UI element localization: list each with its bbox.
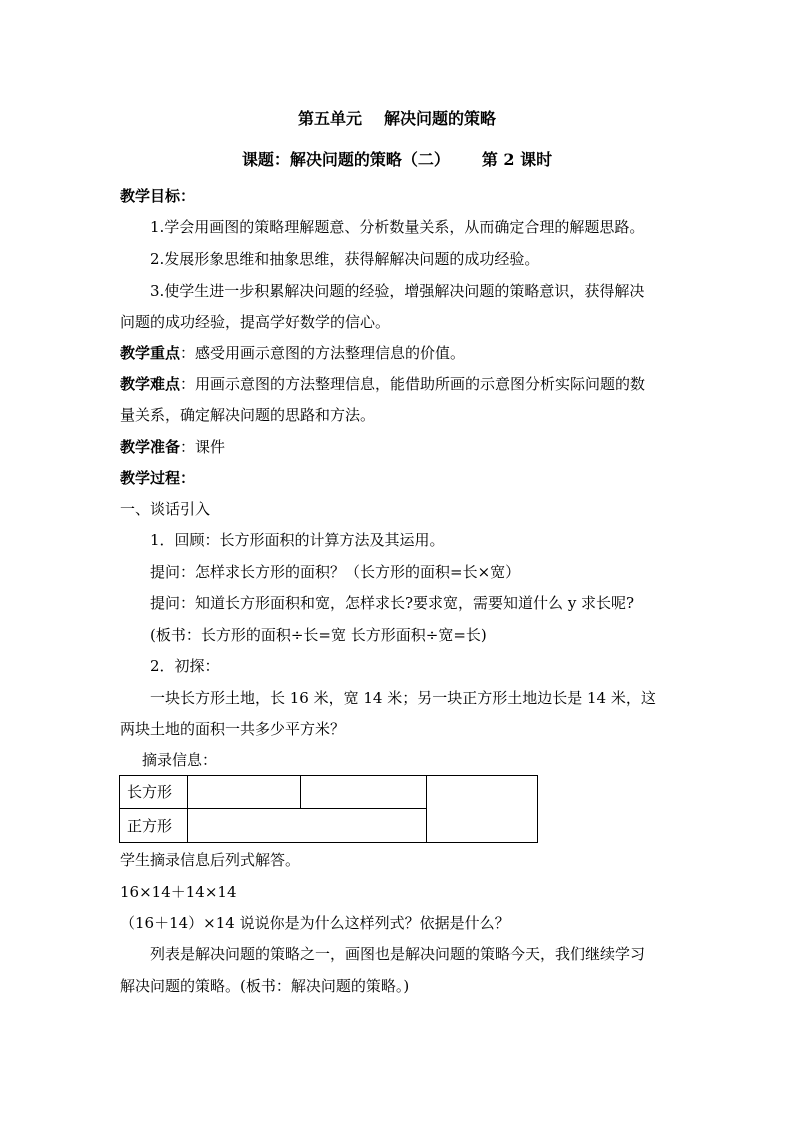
table-row-label-square: 正方形 — [127, 817, 173, 835]
key-point-text: ：感受用画示意图的方法整理信息的价值。 — [180, 344, 466, 362]
table-col-divider — [300, 775, 301, 809]
lesson-title-period: 第 2 课时 — [481, 150, 553, 169]
closing-text-continued: 解决问题的策略。(板书：解决问题的策略。) — [120, 977, 410, 995]
problem-text-continued: 两块土地的面积一共多少平方米？ — [120, 720, 346, 738]
lesson-title — [0, 149, 794, 171]
key-point-label: 教学重点 — [120, 344, 181, 362]
lesson-title-topic: 课题：解决问题的策略（二） — [241, 150, 450, 169]
preparation — [120, 437, 225, 457]
excerpt-label: 摘录信息： — [142, 751, 218, 769]
preparation-text: ：课件 — [180, 438, 226, 456]
unit-title-number: 第五单元 — [297, 109, 362, 128]
objective-item-1: 1.学会用画图的策略理解题意、分析数量关系，从而确定合理的解题思路。 — [150, 218, 645, 236]
process-heading: 教学过程： — [120, 469, 196, 487]
table-row-divider — [119, 808, 427, 809]
difficulty-label: 教学难点 — [120, 375, 181, 393]
section-intro: 一、谈话引入 — [120, 500, 211, 518]
difficulty-continued: 量关系，确定解决问题的思路和方法。 — [120, 406, 376, 424]
table-border-left — [119, 775, 120, 843]
after-table-text: 学生摘录信息后列式解答。 — [120, 851, 301, 869]
objective-item-3-continued: 问题的成功经验，提高学好数学的信心。 — [120, 313, 391, 331]
key-point — [120, 343, 465, 363]
table-row-label-rectangle: 长方形 — [127, 783, 173, 801]
preparation-label: 教学准备 — [120, 438, 181, 456]
question-2: 提问：知道长方形面积和宽，怎样求长?要求宽，需要知道什么 y 求长呢? — [150, 594, 635, 612]
table-border-top — [119, 775, 538, 776]
info-table — [119, 775, 538, 843]
table-label-divider — [187, 775, 188, 843]
objective-item-3: 3.使学生进一步积累解决问题的经验，增强解决问题的策略意识，获得解决 — [150, 282, 645, 300]
closing-text: 列表是解决问题的策略之一，画图也是解决问题的策略今天，我们继续学习 — [150, 945, 646, 963]
explore-step: 2．初探： — [150, 657, 220, 675]
board-note-1: (板书：长方形的面积÷长=宽 长方形面积÷宽=长) — [150, 626, 487, 644]
table-border-bottom — [119, 842, 538, 843]
difficulty-text: ：用画示意图的方法整理信息，能借助所画的示意图分析实际问题的数 — [180, 375, 646, 393]
table-border-right — [537, 775, 538, 843]
question-1: 提问：怎样求长方形的面积？（长方形的面积=长×宽） — [150, 563, 521, 581]
formula-1: 16×14＋14×14 — [120, 883, 237, 901]
unit-title-name: 解决问题的策略 — [384, 109, 497, 128]
table-right-col-divider — [426, 775, 427, 843]
difficulty — [120, 374, 645, 394]
objective-item-2: 2.发展形象思维和抽象思维，获得解解决问题的成功经验。 — [150, 250, 540, 268]
objectives-heading: 教学目标： — [120, 187, 196, 205]
formula-2: （16＋14）×14 说说你是为什么这样列式？依据是什么？ — [120, 914, 510, 932]
problem-text: 一块长方形土地，长 16 米，宽 14 米；另一块正方形土地边长是 14 米，这 — [150, 689, 656, 707]
unit-title — [0, 108, 794, 130]
review-step: 1．回顾：长方形面积的计算方法及其运用。 — [150, 531, 445, 549]
